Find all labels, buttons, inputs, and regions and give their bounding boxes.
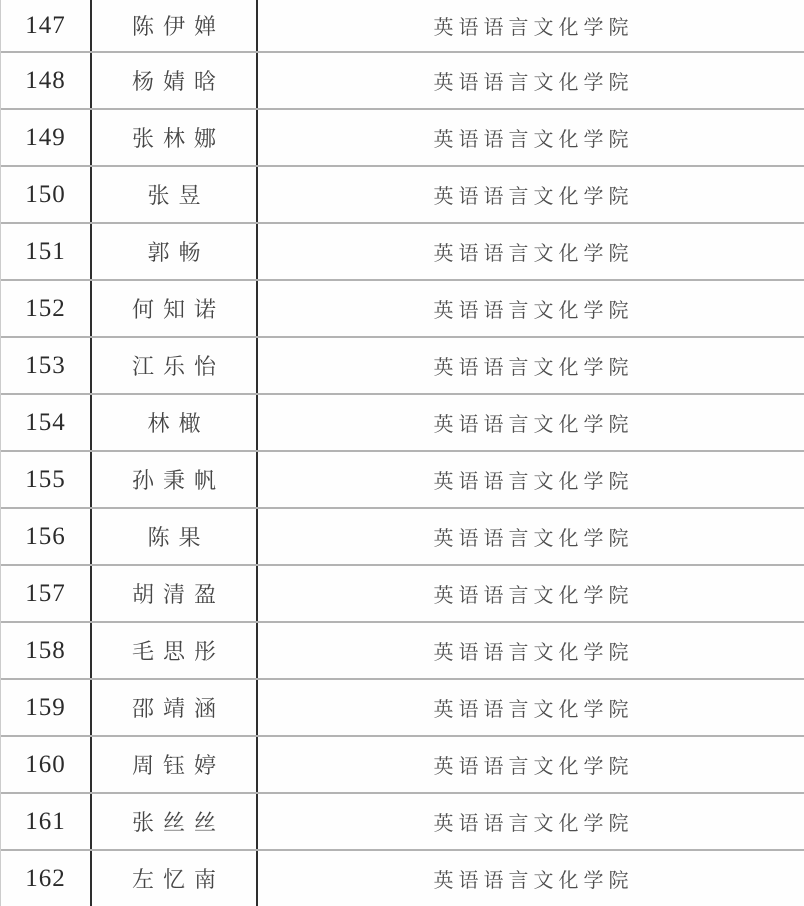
student-name-cell — [92, 0, 258, 51]
row-number-cell — [1, 110, 92, 165]
row-number-cell — [1, 167, 92, 222]
student-name: 陈伊婵 — [131, 14, 225, 39]
college-cell — [258, 224, 804, 279]
student-name-cell — [92, 53, 258, 108]
college-cell — [258, 566, 804, 621]
student-name-cell — [92, 338, 258, 393]
table-row — [1, 0, 804, 53]
college-cell — [258, 851, 804, 906]
student-name: 郭畅 — [147, 240, 210, 265]
college-cell — [258, 794, 804, 849]
row-number: 151 — [25, 237, 66, 265]
college-name: 英语语言文化学院 — [433, 129, 634, 151]
college-name: 英语语言文化学院 — [433, 528, 634, 550]
row-number: 155 — [25, 465, 66, 493]
row-number: 159 — [25, 693, 66, 721]
college-cell — [258, 53, 804, 108]
row-number: 156 — [25, 522, 66, 550]
row-number: 147 — [25, 11, 66, 39]
college-name: 英语语言文化学院 — [433, 642, 634, 664]
row-number-cell — [1, 851, 92, 906]
college-cell — [258, 281, 804, 336]
college-cell — [258, 167, 804, 222]
row-number-cell — [1, 395, 92, 450]
student-name: 张林娜 — [131, 126, 225, 151]
student-name-cell — [92, 395, 258, 450]
table-row — [1, 338, 804, 395]
table-row — [1, 509, 804, 566]
college-name: 英语语言文化学院 — [433, 414, 634, 436]
row-number-cell — [1, 737, 92, 792]
college-name: 英语语言文化学院 — [433, 17, 634, 39]
table-row — [1, 680, 804, 737]
college-name: 英语语言文化学院 — [433, 471, 634, 493]
table-row — [1, 737, 804, 794]
student-name-cell — [92, 224, 258, 279]
college-name: 英语语言文化学院 — [433, 870, 634, 892]
student-name-cell — [92, 680, 258, 735]
college-cell — [258, 395, 804, 450]
row-number-cell — [1, 680, 92, 735]
student-name: 林橄 — [147, 411, 210, 436]
student-name: 何知诺 — [131, 297, 225, 322]
table-row — [1, 623, 804, 680]
student-name: 毛思彤 — [131, 639, 225, 664]
row-number-cell — [1, 509, 92, 564]
table-row — [1, 281, 804, 338]
college-name: 英语语言文化学院 — [433, 756, 634, 778]
college-name: 英语语言文化学院 — [433, 699, 634, 721]
table-row — [1, 395, 804, 452]
table-row — [1, 167, 804, 224]
student-name: 周钰婷 — [131, 753, 225, 778]
row-number-cell — [1, 623, 92, 678]
student-name-cell — [92, 110, 258, 165]
student-name: 邵靖涵 — [131, 696, 225, 721]
college-name: 英语语言文化学院 — [433, 186, 634, 208]
row-number-cell — [1, 53, 92, 108]
student-name-cell — [92, 281, 258, 336]
row-number: 158 — [25, 636, 66, 664]
table-row — [1, 53, 804, 110]
table-row — [1, 224, 804, 281]
row-number-cell — [1, 281, 92, 336]
college-name: 英语语言文化学院 — [433, 813, 634, 835]
table-row — [1, 110, 804, 167]
table-row — [1, 794, 804, 851]
row-number: 149 — [25, 123, 66, 151]
college-name: 英语语言文化学院 — [433, 300, 634, 322]
college-cell — [258, 110, 804, 165]
college-name: 英语语言文化学院 — [433, 357, 634, 379]
student-name: 左忆南 — [131, 867, 225, 892]
college-name: 英语语言文化学院 — [433, 585, 634, 607]
row-number: 153 — [25, 351, 66, 379]
college-cell — [258, 338, 804, 393]
row-number: 162 — [25, 864, 66, 892]
student-name-cell — [92, 167, 258, 222]
row-number-cell — [1, 794, 92, 849]
student-name: 陈果 — [147, 525, 210, 550]
college-cell — [258, 452, 804, 507]
row-number: 154 — [25, 408, 66, 436]
student-name-cell — [92, 566, 258, 621]
student-name-cell — [92, 623, 258, 678]
college-cell — [258, 0, 804, 51]
student-name-cell — [92, 794, 258, 849]
row-number-cell — [1, 0, 92, 51]
row-number: 152 — [25, 294, 66, 322]
row-number-cell — [1, 338, 92, 393]
student-name: 孙秉帆 — [131, 468, 225, 493]
college-cell — [258, 623, 804, 678]
table-row — [1, 851, 804, 906]
row-number: 150 — [25, 180, 66, 208]
student-name: 胡清盈 — [131, 582, 225, 607]
student-name-cell — [92, 851, 258, 906]
college-name: 英语语言文化学院 — [433, 243, 634, 265]
row-number-cell — [1, 452, 92, 507]
row-number: 148 — [25, 66, 66, 94]
row-number: 157 — [25, 579, 66, 607]
student-name: 杨婧晗 — [131, 69, 225, 94]
student-name: 张昱 — [147, 183, 210, 208]
table-row — [1, 452, 804, 509]
row-number: 161 — [25, 807, 66, 835]
table-row — [1, 566, 804, 623]
student-name-cell — [92, 452, 258, 507]
college-cell — [258, 737, 804, 792]
college-cell — [258, 509, 804, 564]
college-name: 英语语言文化学院 — [433, 72, 634, 94]
student-name-cell — [92, 737, 258, 792]
student-name: 江乐怡 — [131, 354, 225, 379]
college-cell — [258, 680, 804, 735]
row-number-cell — [1, 224, 92, 279]
row-number: 160 — [25, 750, 66, 778]
student-name-cell — [92, 509, 258, 564]
student-name: 张丝丝 — [131, 810, 225, 835]
row-number-cell — [1, 566, 92, 621]
